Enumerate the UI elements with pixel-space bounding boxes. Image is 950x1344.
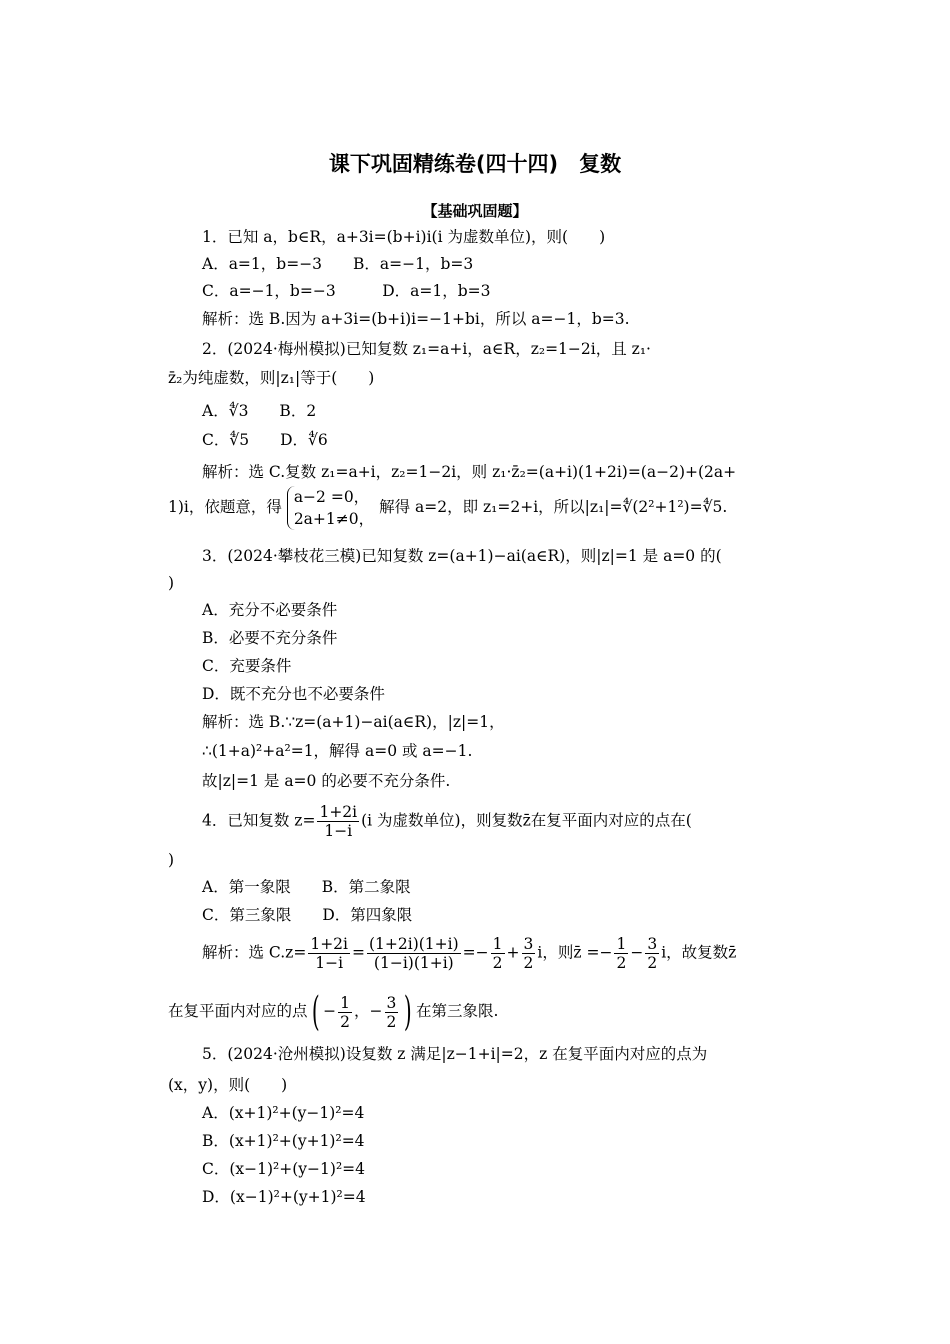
- system-line-2: 2a+1≠0，: [293, 510, 375, 528]
- equals-minus: =−: [462, 943, 489, 962]
- q3-stem: 3．(2024·攀枝花三模)已知复数 z=(a+1)−ai(a∈R)，则|z|=1 是 a=0 的(: [202, 547, 722, 565]
- fraction-denominator: 2: [340, 1012, 350, 1031]
- point-fraction-y: [385, 994, 399, 1031]
- q3-stem-cont: ): [168, 574, 175, 592]
- q5-stem: 5．(2024·沧州模拟)设复数 z 满足|z−1+i|=2，z 在复平面内对应的点为: [202, 1045, 708, 1063]
- section-heading: 【基础巩固题】: [422, 202, 528, 220]
- q4-stem-post: (i 为虚数单位)，则复数z̄在复平面内对应的点在(: [361, 811, 692, 830]
- fraction-denominator: 2: [523, 954, 534, 972]
- fraction-numerator: 1+2i: [319, 803, 358, 821]
- q2-options-cd: C．∜5 D．∜6: [202, 431, 328, 449]
- q2-sol-lead: 1)i，依题意，得: [168, 498, 282, 516]
- q3-option-c: C．充要条件: [202, 657, 292, 675]
- fraction-denominator: (1−i)(1+i): [373, 954, 454, 972]
- q3-option-b: B．必要不充分条件: [202, 629, 338, 647]
- q2-solution-cont: [168, 486, 727, 530]
- sol-fraction-6: [645, 935, 659, 972]
- q2-stem-cont: z̄₂为纯虚数，则|z₁|等于( ): [168, 369, 375, 387]
- q3-option-a: A．充分不必要条件: [202, 601, 338, 619]
- q4-stem-pre: 4．已知复数 z=: [202, 811, 316, 830]
- fraction-denominator: 2: [492, 954, 503, 972]
- fraction-denominator: 2: [616, 954, 627, 972]
- q4-options-cd: C．第三象限 D．第四象限: [202, 906, 413, 924]
- fraction-denominator: 2: [647, 954, 658, 972]
- q5-option-d: D．(x−1)²+(y+1)²=4: [202, 1188, 366, 1206]
- system-line-1: a−2 =0，: [293, 488, 370, 506]
- sol-tail: i，故复数z̄: [661, 943, 737, 962]
- fraction-numerator: 1+2i: [310, 935, 348, 953]
- q3-solution-1: 解析：选 B.∵z=(a+1)−ai(a∈R)，|z|=1，: [202, 713, 505, 731]
- q5-stem-cont: (x，y)，则( ): [168, 1076, 288, 1094]
- sol-mid: i，则z̄ =−: [537, 943, 613, 962]
- q1-stem: 1．已知 a，b∈R，a+3i=(b+i)i(i 为虚数单位)，则( ): [202, 228, 606, 246]
- fraction-denominator: 1−i: [324, 822, 353, 840]
- q3-solution-2: ∴(1+a)²+a²=1，解得 a=0 或 a=−1.: [202, 742, 473, 760]
- separator: ，−: [354, 1002, 383, 1020]
- fraction-numerator: 1: [340, 993, 350, 1012]
- plus: +: [506, 943, 520, 962]
- q1-solution: 解析：选 B.因为 a+3i=(b+i)i=−1+bi，所以 a=−1，b=3.: [202, 310, 630, 328]
- equation-system: [287, 486, 374, 530]
- q2-solution: 解析：选 C.复数 z₁=a+i，z₂=1−2i，则 z₁·z̄₂=(a+i)(1+2i)=(a−2)+(2a+: [202, 463, 737, 481]
- sol-fraction-4: [522, 935, 536, 972]
- fraction-denominator: 2: [386, 1012, 397, 1031]
- q1-options-ab: A．a=1，b=−3 B．a=−1，b=3: [202, 255, 474, 273]
- point-fraction-x: [338, 994, 352, 1031]
- minus: −: [630, 943, 644, 962]
- sol-fraction-2: [367, 935, 461, 972]
- q2-stem: 2．(2024·梅州模拟)已知复数 z₁=a+i，a∈R，z₂=1−2i，且 z₁·: [202, 340, 651, 358]
- left-paren: (: [311, 989, 320, 1035]
- q2-options-ab: A．∜3 B．2: [202, 402, 317, 420]
- q5-option-c: C．(x−1)²+(y−1)²=4: [202, 1160, 366, 1178]
- q1-options-cd: C．a=−1，b=−3 D．a=1，b=3: [202, 282, 491, 300]
- q4-sol-pre: 解析：选 C.z=: [202, 943, 307, 962]
- q4-stem: [202, 803, 692, 840]
- page-title: 课下巩固精练卷(四十四) 复数: [328, 152, 622, 176]
- q4-options-ab: A．第一象限 B．第二象限: [202, 878, 411, 896]
- q5-option-b: B．(x+1)²+(y+1)²=4: [202, 1132, 365, 1150]
- fraction-numerator: (1+2i)(1+i): [369, 935, 459, 953]
- q3-solution-3: 故|z|=1 是 a=0 的必要不充分条件.: [202, 772, 451, 790]
- fraction-numerator: 3: [386, 993, 397, 1012]
- q5-option-a: A．(x+1)²+(y−1)²=4: [202, 1104, 365, 1122]
- sol2-post: 在第三象限.: [415, 1002, 499, 1020]
- sol-fraction-3: [491, 935, 505, 972]
- fraction-numerator: 3: [523, 935, 534, 953]
- q4-solution: [202, 935, 736, 972]
- equals: =: [352, 943, 365, 962]
- sol2-pre: 在复平面内对应的点: [168, 1002, 308, 1020]
- q4-stem-cont: ): [168, 851, 175, 869]
- q2-sol-tail: 解得 a=2，即 z₁=2+i，所以|z₁|=∜(2²+1²)=∜5.: [379, 498, 728, 516]
- fraction-numerator: 3: [647, 935, 658, 953]
- fraction-numerator: 1: [492, 935, 503, 953]
- fraction-numerator: 1: [616, 935, 627, 953]
- right-paren: ): [404, 989, 413, 1035]
- sol-fraction-1: [308, 935, 350, 972]
- fraction-denominator: 1−i: [315, 954, 344, 972]
- sol-fraction-5: [614, 935, 628, 972]
- q4-fraction: [317, 803, 359, 840]
- q3-option-d: D．既不充分也不必要条件: [202, 685, 385, 703]
- q4-solution-cont: 在复平面内对应的点( − $\frac{1}{2}$ ，− $\frac{3}{2}$ ) 在第三象限.: [168, 989, 499, 1035]
